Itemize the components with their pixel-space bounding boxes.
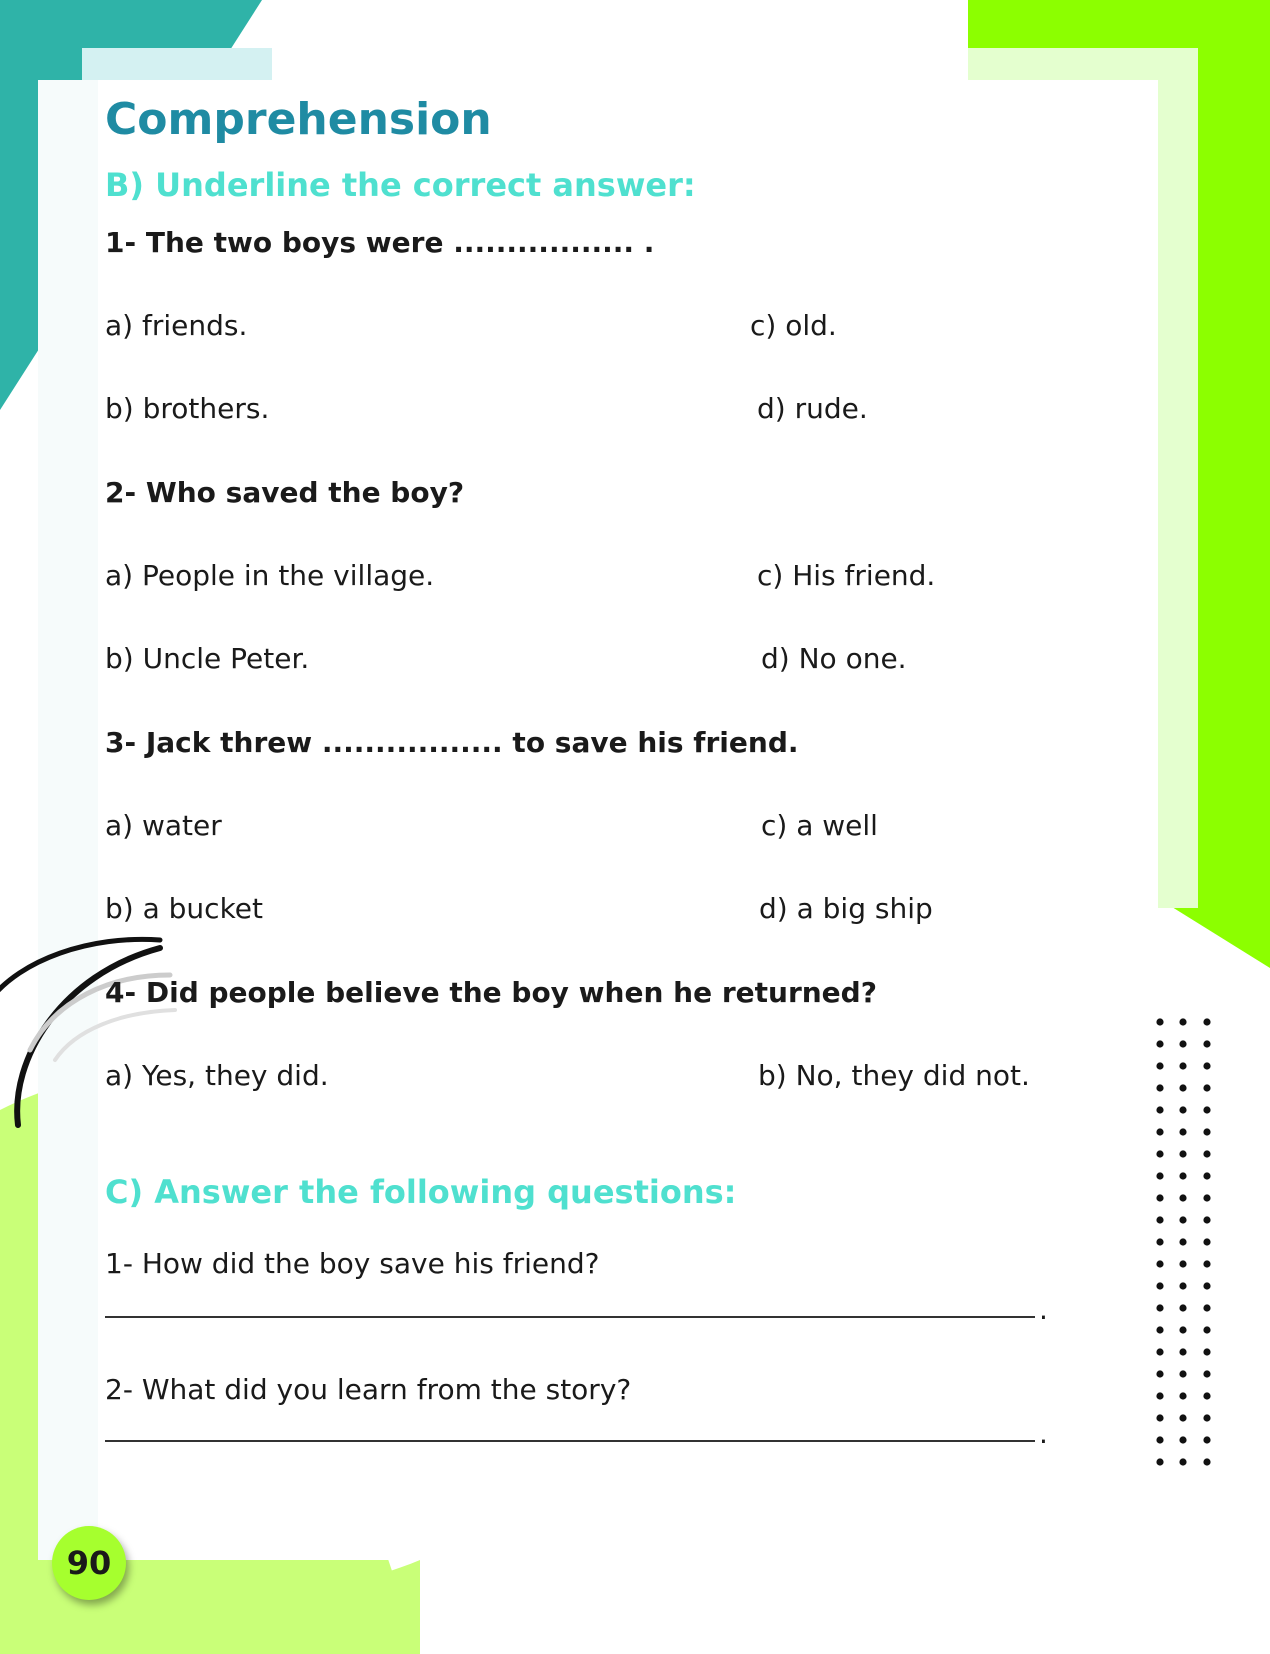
- question-4: 4- Did people believe the boy when he returned?: [105, 976, 877, 1009]
- q3-option-c[interactable]: c) a well: [761, 809, 878, 842]
- q2-option-a[interactable]: a) People in the village.: [105, 559, 435, 592]
- answer-end-1: .: [1039, 1293, 1048, 1326]
- q2-option-b[interactable]: b) Uncle Peter.: [105, 642, 310, 675]
- q1-option-d[interactable]: d) rude.: [757, 392, 868, 425]
- q2-option-d[interactable]: d) No one.: [761, 642, 907, 675]
- q1-option-c[interactable]: c) old.: [750, 309, 837, 342]
- q2-option-c[interactable]: c) His friend.: [757, 559, 936, 592]
- page-title: Comprehension: [105, 94, 492, 145]
- answer-line-1[interactable]: [105, 1290, 1055, 1330]
- open-question-1: 1- How did the boy save his friend?: [105, 1247, 600, 1280]
- page-number-badge: 90: [52, 1526, 126, 1600]
- answer-line-2[interactable]: [105, 1414, 1055, 1454]
- answer-rule-2[interactable]: [105, 1414, 1035, 1442]
- q1-option-a[interactable]: a) friends.: [105, 309, 248, 342]
- section-b-heading: B) Underline the correct answer:: [105, 166, 696, 204]
- q3-option-a[interactable]: a) water: [105, 809, 222, 842]
- question-3: 3- Jack threw ................. to save his friend.: [105, 726, 799, 759]
- question-2: 2- Who saved the boy?: [105, 476, 465, 509]
- q3-option-b[interactable]: b) a bucket: [105, 892, 263, 925]
- answer-rule-1[interactable]: [105, 1290, 1035, 1318]
- section-c-heading: C) Answer the following questions:: [105, 1173, 737, 1211]
- open-question-2: 2- What did you learn from the story?: [105, 1373, 632, 1406]
- q4-option-a[interactable]: a) Yes, they did.: [105, 1059, 329, 1092]
- answer-end-2: .: [1039, 1417, 1048, 1450]
- q1-option-b[interactable]: b) brothers.: [105, 392, 270, 425]
- question-1: 1- The two boys were ................. .: [105, 226, 655, 259]
- q4-option-b[interactable]: b) No, they did not.: [758, 1059, 1030, 1092]
- q3-option-d[interactable]: d) a big ship: [759, 892, 933, 925]
